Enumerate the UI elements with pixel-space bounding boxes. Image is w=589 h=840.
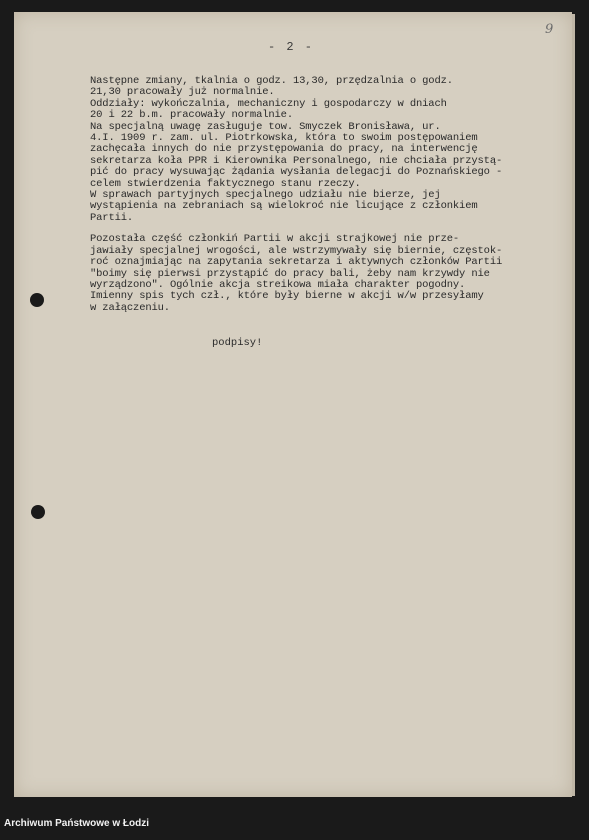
typed-report-text bbox=[90, 76, 576, 324]
paragraph-remaining-members: Pozostała część członkiń Partii w akcji strajkowej nie prze- jawiały specjalnej wrogości, ale wstrzymywały się biernie, częstok- roć oznajmiając na zapytania sekretarza i aktywnych członków Partii "boimy się pierwsi przystąpić do pracy bali, żeby nam krzywdy nie wyrządzono". Ogólnie akcja streikowa miała charakter pogodny. Imienny spis tych czł., które były bierne w akcji w/w przesyłamy w załączeniu. bbox=[90, 233, 503, 314]
sheet-number-handwritten: 9 bbox=[545, 22, 554, 37]
page-number: - 2 - bbox=[268, 40, 315, 54]
paragraph-special-attention: Na specjalną uwagę zasługuje tow. Smyczek Bronisława, ur. 4.I. 1909 r. zam. ul. Piotrkowska, która to swoim postępowaniem zachęcała innych do nie przystępowania do pracy, na interwencję sekretarza koła PPR i Kierownika Personalnego, nie chciała przystą- pić do pracy wysuwając żądania wysłania delegacji do Poznańskiego - celem stwierdzenia faktycznego stanu rzeczy. bbox=[90, 120, 503, 190]
paragraph-shifts: Następne zmiany, tkalnia o godz. 13,30, przędzalnia o godz. 21,30 pracowały już normalnie. bbox=[90, 75, 453, 99]
signature-line: podpisy! bbox=[212, 337, 263, 349]
punch-hole-bottom bbox=[31, 505, 45, 519]
archive-name: Archiwum Państwowe w Łodzi bbox=[4, 818, 150, 829]
paragraph-departments: Oddziały: wykończalnia, mechaniczny i gospodarczy w dniach 20 i 22 b.m. pracowały normalnie. bbox=[90, 97, 447, 122]
archive-footer bbox=[0, 810, 589, 840]
paragraph-party-matters: W sprawach partyjnych specjalnego udziału nie bierze, jej wystąpienia na zebraniach są wielokroć nie licujące z członkiem Partii. bbox=[90, 189, 478, 224]
punch-hole-top bbox=[30, 293, 44, 307]
